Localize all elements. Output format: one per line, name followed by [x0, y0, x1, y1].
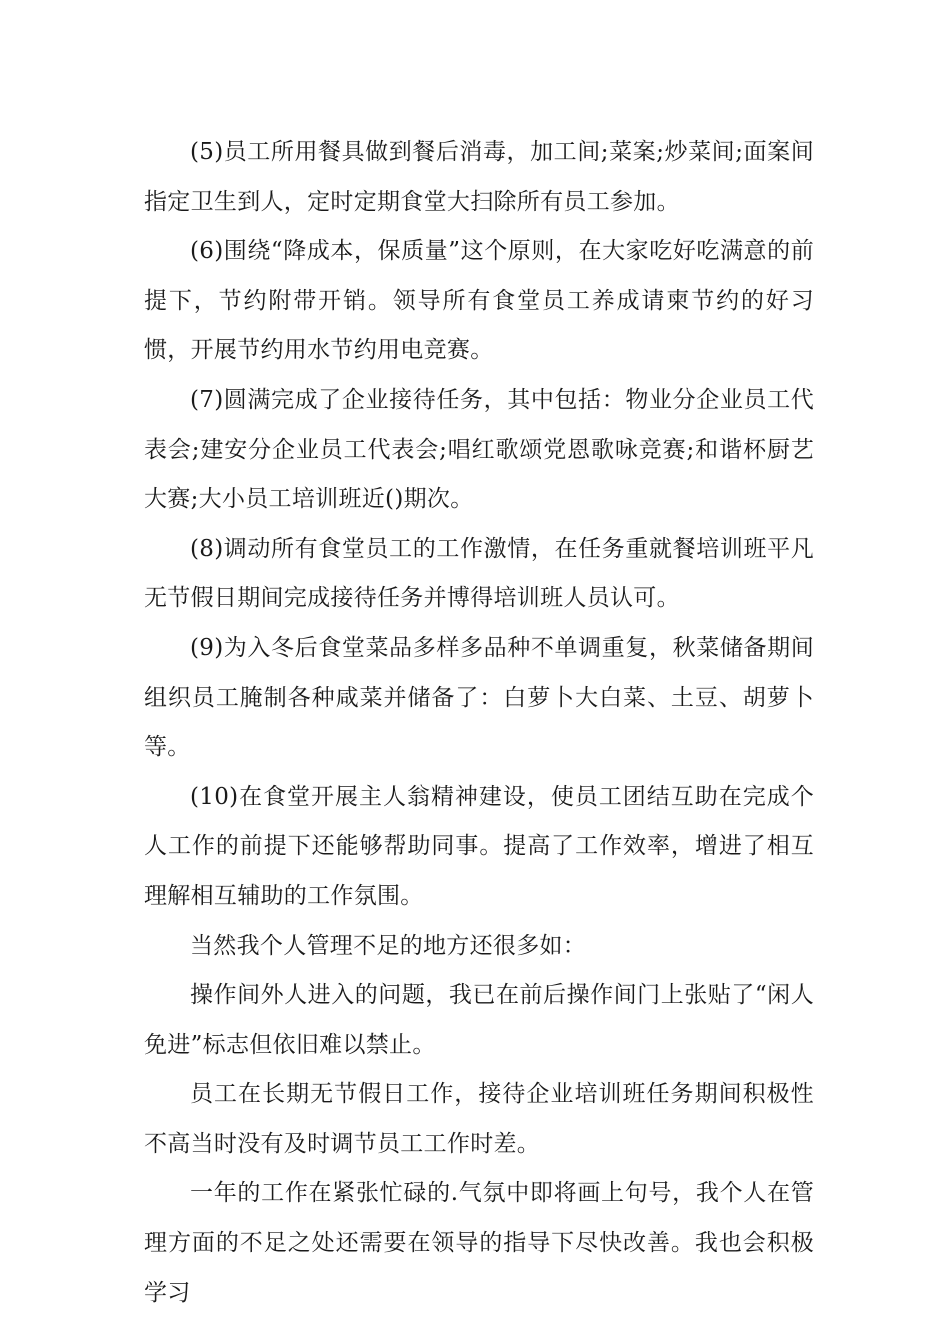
- paragraph-item-5: (5)员工所用餐具做到餐后消毒，加工间;菜案;炒菜间;面案间指定卫生到人，定时定期食堂大扫除所有员工参加。: [144, 139, 814, 215]
- document-body: [144, 128, 814, 1318]
- paragraph-item-9: (9)为入冬后食堂菜品多样多品种不单调重复，秋菜储备期间组织员工腌制各种咸菜并储备了：白萝卜大白菜、土豆、胡萝卜等。: [144, 634, 814, 761]
- paragraph-item-7: (7)圆满完成了企业接待任务，其中包括：物业分企业员工代表会;建安分企业员工代表会;唱红歌颂党恩歌咏竞赛;和谐杯厨艺大赛;大小员工培训班近()期次。: [144, 386, 814, 513]
- paragraph-shortcoming-access: 操作间外人进入的问题，我已在前后操作间门上张贴了“闲人免进”标志但依旧难以禁止。: [144, 982, 814, 1058]
- paragraph-conclusion: 一年的工作在紧张忙碌的.气氛中即将画上句号，我个人在管理方面的不足之处还需要在领导的指导下尽快改善。我也会积极学习: [144, 1180, 814, 1306]
- paragraph-shortcomings-intro: 当然我个人管理不足的地方还很多如：: [190, 932, 587, 959]
- paragraph-shortcoming-staff: 员工在长期无节假日工作，接待企业培训班任务期间积极性不高当时没有及时调节员工工作时差。: [144, 1081, 814, 1157]
- paragraph-item-6: (6)围绕“降成本，保质量”这个原则，在大家吃好吃满意的前提下，节约附带开销。领导所有食堂员工养成请柬节约的好习惯，开展节约用水节约用电竞赛。: [144, 238, 814, 364]
- paragraph-item-8: (8)调动所有食堂员工的工作激情，在任务重就餐培训班平凡无节假日期间完成接待任务并博得培训班人员认可。: [144, 535, 814, 612]
- paragraph-item-10: (10)在食堂开展主人翁精神建设，使员工团结互助在完成个人工作的前提下还能够帮助同事。提高了工作效率，增进了相互理解相互辅助的工作氛围。: [144, 783, 814, 909]
